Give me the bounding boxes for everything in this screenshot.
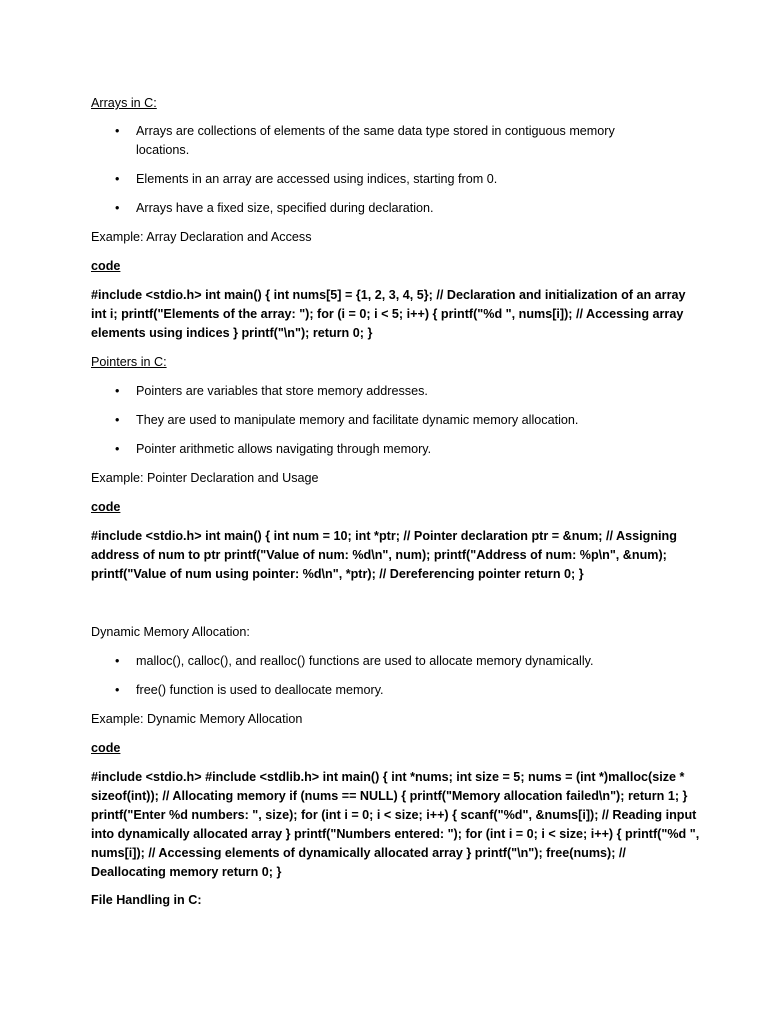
code-line: #include <stdio.h> int main() { int nums[5] = {1, 2, 3, 4, 5}; // Declaration and initialization of an array <box>91 288 686 302</box>
bullet-marker: • <box>115 384 120 398</box>
code-line: elements using indices } printf("\n"); return 0; } <box>91 326 373 340</box>
bullet-text: free() function is used to deallocate memory. <box>136 683 384 697</box>
bullet-marker: • <box>115 654 120 668</box>
code-line: #include <stdio.h> #include <stdlib.h> int main() { int *nums; int size = 5; nums = (int *)malloc(size * <box>91 770 685 784</box>
bullet-text: They are used to manipulate memory and facilitate dynamic memory allocation. <box>136 413 579 427</box>
section-heading-arrays: Arrays in C: <box>91 96 157 110</box>
code-line: printf("Value of num using pointer: %d\n", *ptr); // Dereferencing pointer return 0; } <box>91 567 584 581</box>
code-label: code <box>91 500 121 514</box>
code-line: int i; printf("Elements of the array: "); for (i = 0; i < 5; i++) { printf("%d ", nums[i]); // Accessing array <box>91 307 684 321</box>
code-label: code <box>91 741 121 755</box>
code-line: printf("Enter %d numbers: ", size); for (int i = 0; i < size; i++) { scanf("%d", &nums[i]); // Reading input <box>91 808 697 822</box>
code-line: sizeof(int)); // Allocating memory if (nums == NULL) { printf("Memory allocation failed\n"); return 1; } <box>91 789 688 803</box>
code-line: #include <stdio.h> int main() { int num = 10; int *ptr; // Pointer declaration ptr = &num; // Assigning <box>91 529 677 543</box>
example-heading-dynamic: Example: Dynamic Memory Allocation <box>91 712 303 726</box>
bullet-marker: • <box>115 201 120 215</box>
code-line: address of num to ptr printf("Value of num: %d\n", num); printf("Address of num: %p\n", &num); <box>91 548 667 562</box>
code-line: Deallocating memory return 0; } <box>91 865 282 879</box>
bullet-marker: • <box>115 683 120 697</box>
code-label: code <box>91 259 121 273</box>
bullet-marker: • <box>115 413 120 427</box>
bullet-text: Elements in an array are accessed using indices, starting from 0. <box>136 172 498 186</box>
section-heading-dynamic: Dynamic Memory Allocation: <box>91 625 250 639</box>
code-line: into dynamically allocated array } printf("Numbers entered: "); for (int i = 0; i < size; i++) { printf("%d ", <box>91 827 700 841</box>
code-line: nums[i]); // Accessing elements of dynamically allocated array } printf("\n"); free(nums); // <box>91 846 626 860</box>
bullet-marker: • <box>115 124 120 138</box>
bullet-marker: • <box>115 442 120 456</box>
bullet-text: Arrays have a fixed size, specified during declaration. <box>136 201 434 215</box>
bullet-marker: • <box>115 172 120 186</box>
bullet-text: Arrays are collections of elements of the same data type stored in contiguous memory <box>136 124 615 138</box>
bullet-text-continued: locations. <box>136 143 190 157</box>
example-heading-pointers: Example: Pointer Declaration and Usage <box>91 471 319 485</box>
bullet-text: Pointer arithmetic allows navigating through memory. <box>136 442 432 456</box>
section-heading-pointers: Pointers in C: <box>91 355 167 369</box>
section-heading-file-handling: File Handling in C: <box>91 893 202 907</box>
bullet-text: Pointers are variables that store memory addresses. <box>136 384 428 398</box>
bullet-text: malloc(), calloc(), and realloc() functions are used to allocate memory dynamically. <box>136 654 594 668</box>
example-heading-arrays: Example: Array Declaration and Access <box>91 230 312 244</box>
